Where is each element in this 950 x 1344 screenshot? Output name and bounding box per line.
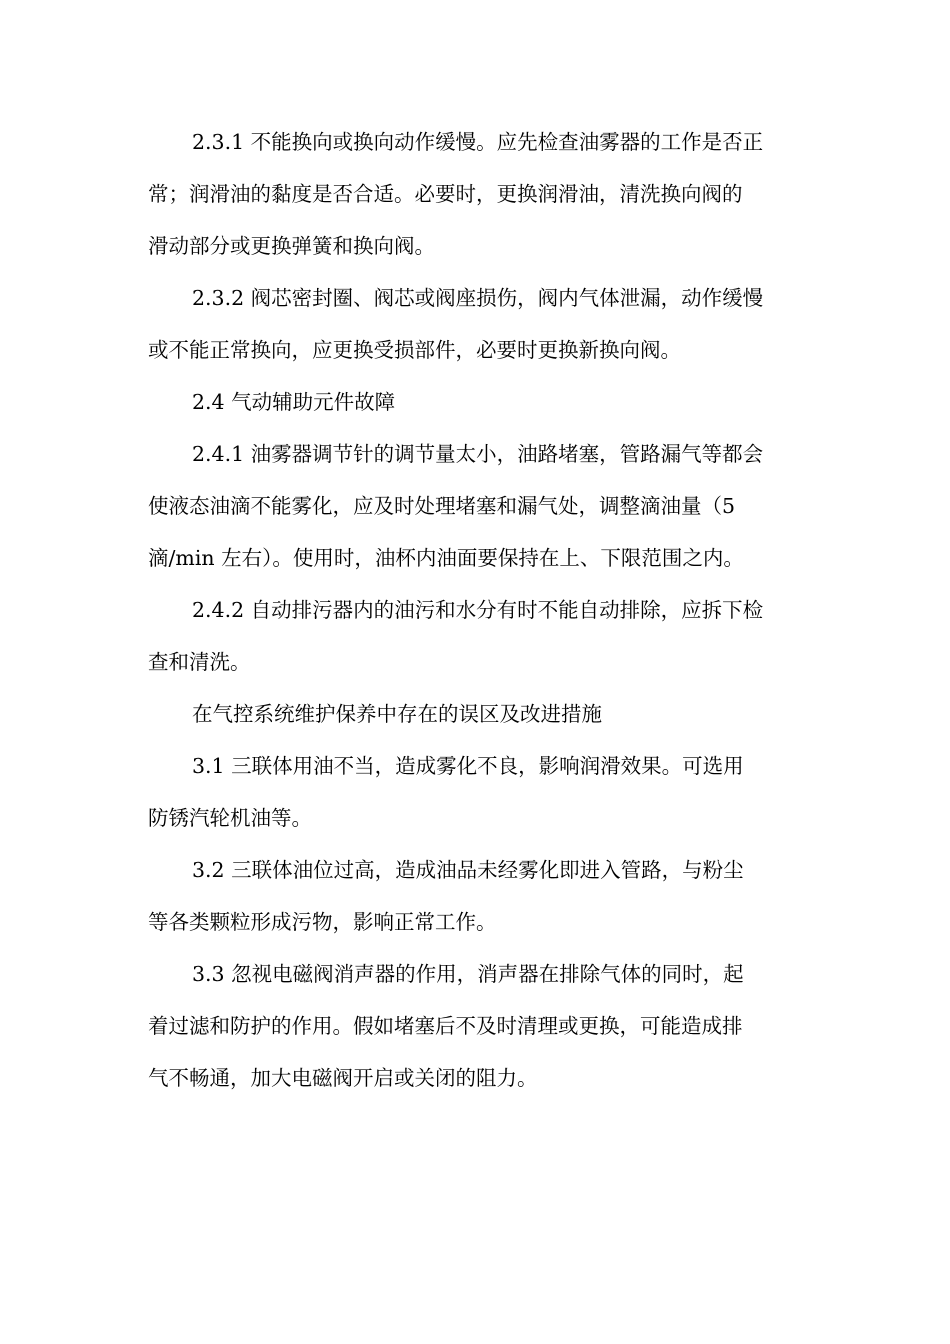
text-line: 常；润滑油的黏度是否合适。必要时，更换润滑油，清洗换向阀的 — [148, 182, 743, 206]
text-line: 2.4 气动辅助元件故障 — [192, 390, 396, 414]
text-line: 查和清洗。 — [148, 650, 251, 674]
text-line: 等各类颗粒形成污物，影响正常工作。 — [148, 910, 497, 934]
text-line: 2.4.1 油雾器调节针的调节量太小，油路堵塞，管路漏气等都会 — [192, 442, 764, 466]
section-heading-3 — [148, 688, 804, 740]
paragraph-3-1 — [148, 740, 804, 844]
text-line: 或不能正常换向，应更换受损部件，必要时更换新换向阀。 — [148, 338, 681, 362]
paragraph-2-4-1 — [148, 428, 804, 584]
text-line: 2.4.2 自动排污器内的油污和水分有时不能自动排除，应拆下检 — [192, 598, 764, 622]
text-line: 3.1 三联体用油不当，造成雾化不良，影响润滑效果。可选用 — [192, 754, 744, 778]
text-line: 2.3.1 不能换向或换向动作缓慢。应先检查油雾器的工作是否正 — [192, 130, 764, 154]
text-line: 3.2 三联体油位过高，造成油品未经雾化即进入管路，与粉尘 — [192, 858, 744, 882]
text-line: 使液态油滴不能雾化，应及时处理堵塞和漏气处，调整滴油量（5 — [148, 494, 736, 518]
text-line: 防锈汽轮机油等。 — [148, 806, 312, 830]
paragraph-2-3-1 — [148, 116, 804, 272]
text-line: 气不畅通，加大电磁阀开启或关闭的阻力。 — [148, 1066, 538, 1090]
text-line: 在气控系统维护保养中存在的误区及改进措施 — [192, 702, 602, 726]
paragraph-2-3-2 — [148, 272, 804, 376]
text-line: 滴/min 左右）。使用时，油杯内油面要保持在上、下限范围之内。 — [148, 546, 744, 570]
text-line: 3.3 忽视电磁阀消声器的作用，消声器在排除气体的同时，起 — [192, 962, 744, 986]
document-body — [148, 116, 804, 1104]
section-heading-2-4 — [148, 376, 804, 428]
text-line: 2.3.2 阀芯密封圈、阀芯或阀座损伤，阀内气体泄漏，动作缓慢 — [192, 286, 764, 310]
paragraph-3-3 — [148, 948, 804, 1104]
paragraph-3-2 — [148, 844, 804, 948]
paragraph-2-4-2 — [148, 584, 804, 688]
text-line: 着过滤和防护的作用。假如堵塞后不及时清理或更换，可能造成排 — [148, 1014, 743, 1038]
text-line: 滑动部分或更换弹簧和换向阀。 — [148, 234, 435, 258]
